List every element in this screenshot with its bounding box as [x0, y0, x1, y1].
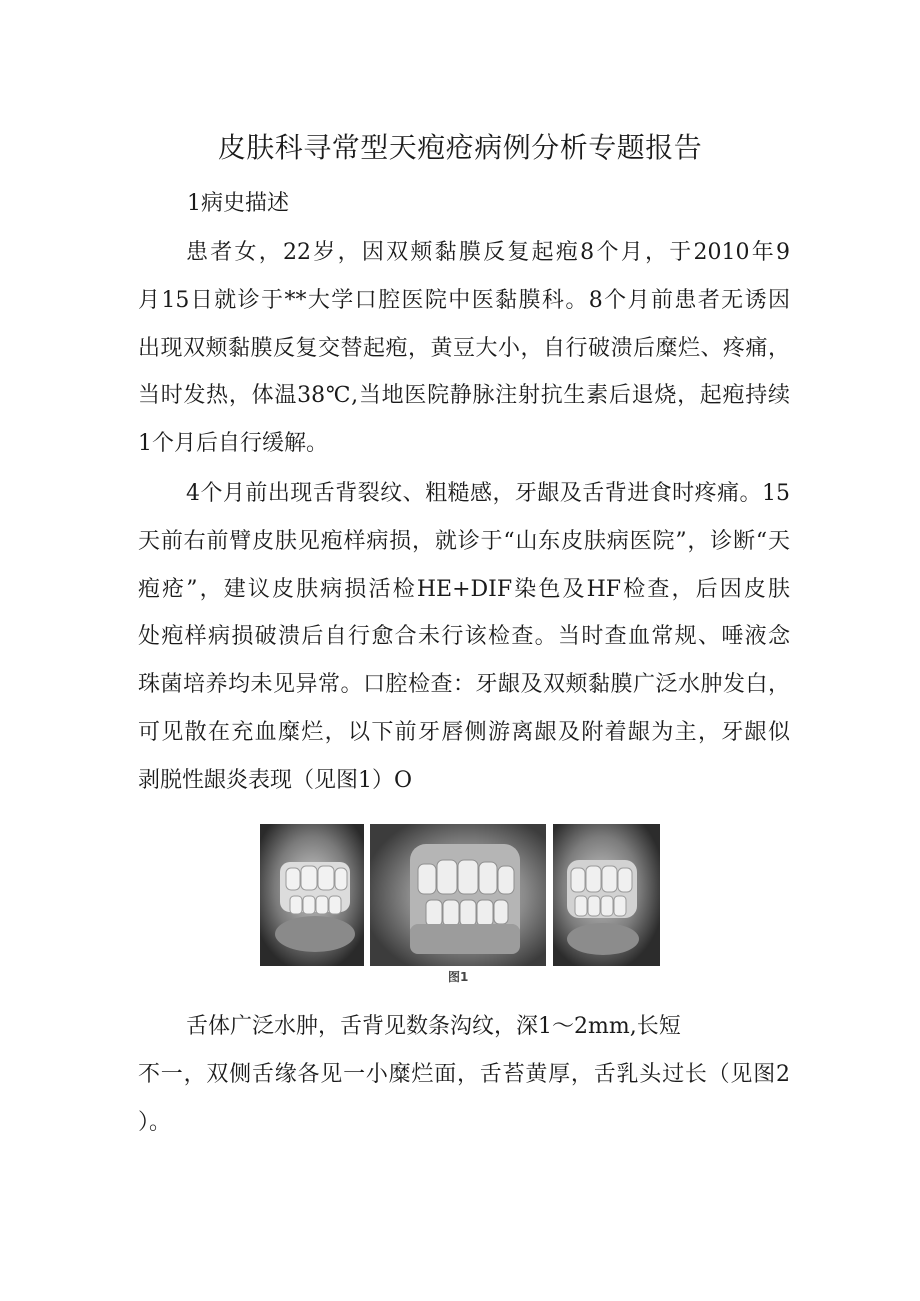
document-title: 皮肤科寻常型天疱疮病例分析专题报告	[217, 131, 703, 164]
paragraph-examination	[138, 470, 790, 805]
paragraph-history	[138, 229, 790, 468]
paragraph-line: 舌体广泛水肿，舌背见数条沟纹，深1～2mm,长短	[186, 1014, 681, 1039]
paragraph-line: 1个月后自行缓解。	[138, 431, 328, 457]
section-heading: 1病史描述	[187, 191, 289, 216]
paragraph-line: 月15日就诊于**大学口腔医院中医黏膜科。8个月前患者无诱因	[138, 287, 790, 313]
paragraph-line: 4个月前出现舌背裂纹、粗糙感，牙龈及舌背进食时疼痛。15	[186, 481, 790, 506]
paragraph-line: 可见散在充血糜烂，以下前牙唇侧游离龈及附着龈为主，牙龈似	[138, 719, 790, 745]
oral-photo-left	[260, 824, 364, 966]
oral-photo-center	[370, 824, 546, 966]
paragraph-line: 不一，双侧舌缘各见一小糜烂面，舌苔黄厚，舌乳头过长（见图2	[138, 1061, 790, 1087]
figure-caption: 图1	[448, 970, 469, 984]
oral-photo-right	[553, 824, 660, 966]
figure-1	[260, 820, 660, 990]
paragraph-tongue	[138, 1003, 790, 1146]
paragraph-line: 天前右前臂皮肤见疱样病损，就诊于“山东皮肤病医院”，诊断“天	[138, 528, 790, 554]
paragraph-line: 珠菌培养均未见异常。口腔检查：牙龈及双颊黏膜广泛水肿发白，	[138, 672, 790, 698]
paragraph-line: 剥脱性龈炎表现（见图1）O	[138, 767, 413, 793]
paragraph-line: 当时发热，体温38℃,当地医院静脉注射抗生素后退烧，起疱持续	[138, 383, 790, 409]
paragraph-line: 疱疮”，建议皮肤病损活检HE+DIF染色及HF检查，后因皮肤	[138, 576, 790, 602]
paragraph-line: 处疱样病损破溃后自行愈合未行该检查。当时查血常规、唾液念	[138, 624, 790, 650]
paragraph-line: ）。	[138, 1109, 172, 1135]
paragraph-line: 出现双颊黏膜反复交替起疱，黄豆大小，自行破溃后糜烂、疼痛，	[138, 335, 790, 361]
paragraph-line: 患者女，22岁，因双颊黏膜反复起疱8个月，于2010年9	[186, 240, 790, 265]
